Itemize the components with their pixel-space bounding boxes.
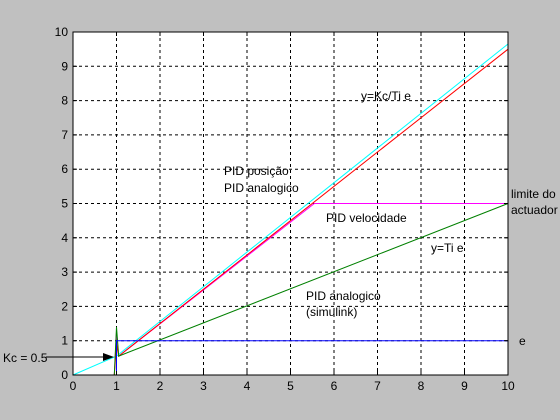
annotation-e: e	[519, 334, 526, 348]
y-tick-label: 6	[61, 162, 68, 177]
y-tick-label: 8	[61, 93, 68, 108]
y-tick-label: 7	[61, 127, 68, 142]
x-tick-label: 0	[69, 379, 77, 393]
annotation-kc: Kc = 0.5	[3, 351, 48, 365]
annotation-pid-velocidade: PID velocidade	[326, 211, 407, 225]
y-tick-label: 3	[61, 265, 68, 280]
annotation-pid-analogico-simulink: PID analogico	[306, 289, 381, 303]
x-tick-label: 1	[113, 379, 120, 393]
annotation-ti: y=Ti e	[431, 241, 464, 255]
x-tick-label: 8	[417, 379, 425, 393]
annotation-pid-posicao: PID posição	[224, 164, 289, 178]
x-tick-label: 2	[156, 379, 164, 393]
x-tick-label: 6	[330, 379, 338, 393]
annotation-ki: y=Kc/Ti e	[361, 89, 411, 103]
y-tick-label: 1	[61, 333, 68, 348]
x-tick-label: 10	[501, 379, 515, 393]
y-tick-label: 2	[61, 299, 68, 314]
x-tick-label: 7	[374, 379, 381, 393]
y-tick-label: 9	[61, 59, 68, 74]
y-tick-label: 5	[61, 196, 68, 211]
annotation-actuador: actuador	[511, 203, 558, 217]
y-tick-label: 0	[61, 368, 68, 382]
x-tick-label: 5	[287, 379, 294, 393]
x-tick-label: 3	[200, 379, 207, 393]
annotation-simulink: (simulink)	[306, 305, 358, 319]
x-tick-label: 9	[461, 379, 468, 393]
y-tick-label: 4	[61, 230, 68, 245]
annotation-pid-analogico: PID analogico	[224, 181, 299, 195]
annotation-limite-do: limite do	[511, 187, 556, 201]
y-tick-label: 10	[54, 25, 68, 39]
x-tick-label: 4	[243, 379, 251, 393]
